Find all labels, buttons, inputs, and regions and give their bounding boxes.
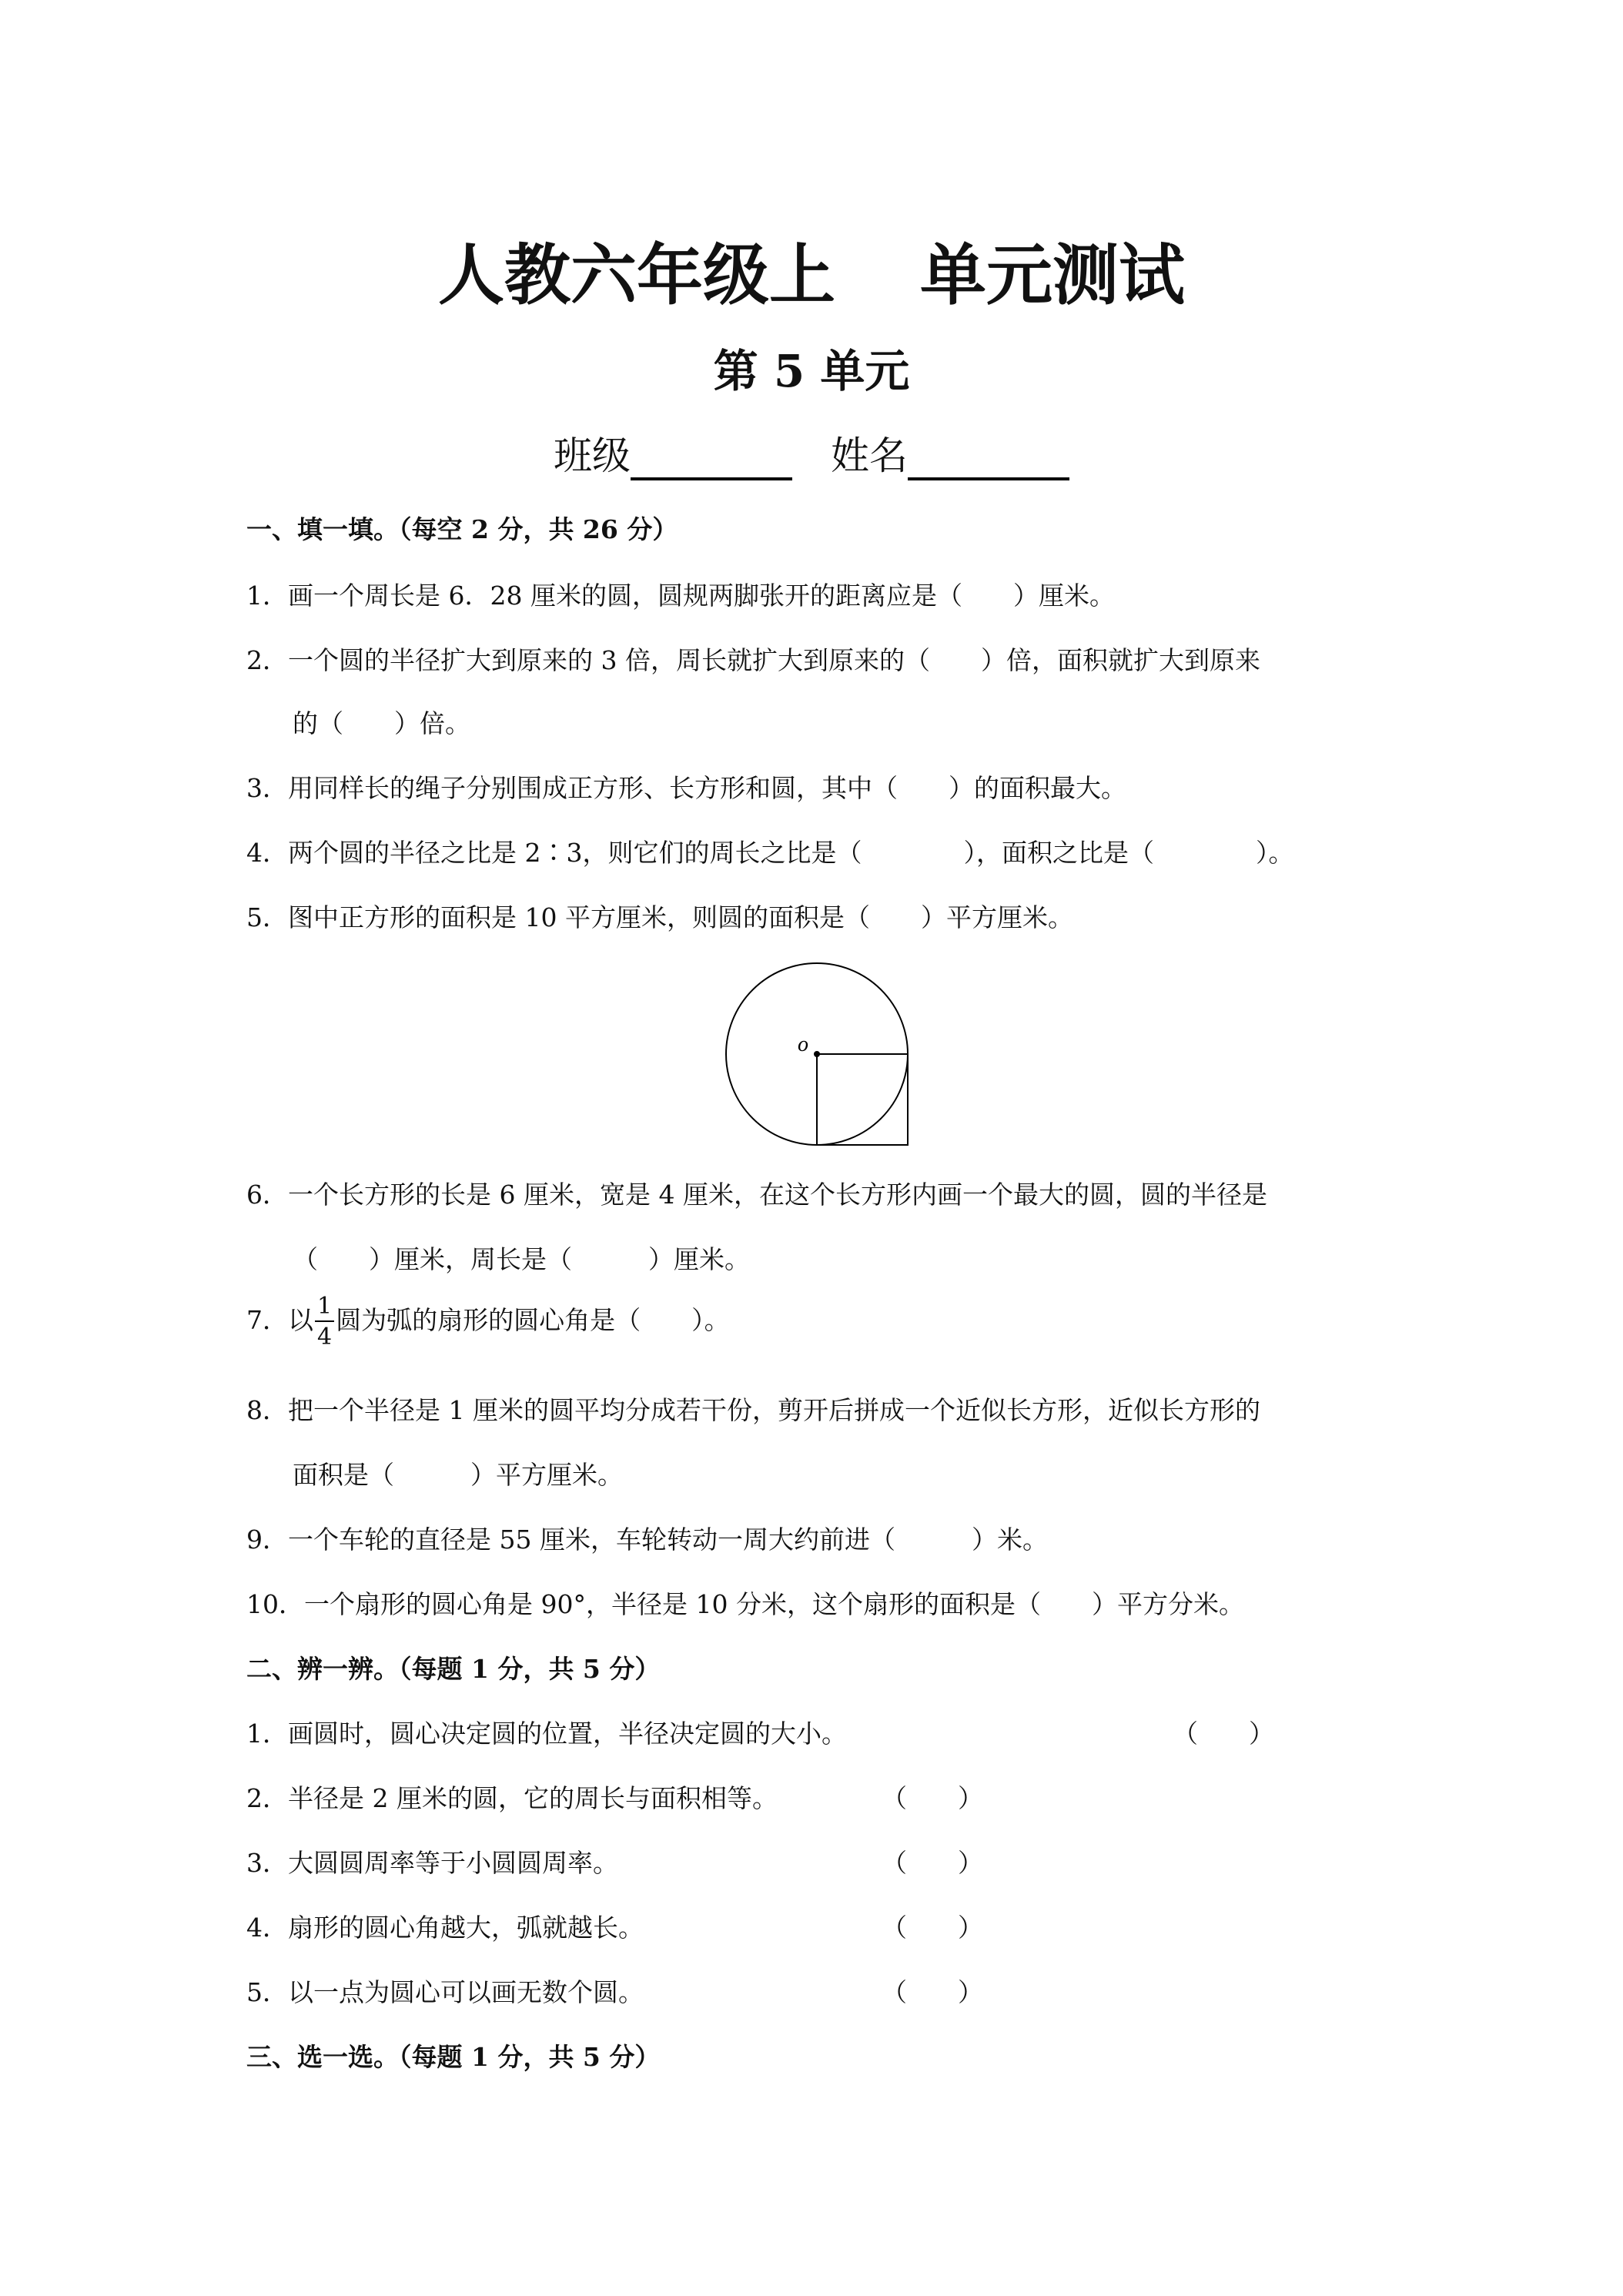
judge-item-1: 1．画圆时，圆心决定圆的位置，半径决定圆的大小。 bbox=[246, 1719, 847, 1749]
center-point bbox=[814, 1051, 820, 1057]
section2-heading: 二、辨一辨。（每题 1 分，共 5 分） bbox=[246, 1654, 661, 1684]
name-blank[interactable] bbox=[908, 434, 1069, 480]
question-2-line2: 的（ ）倍。 bbox=[293, 708, 470, 738]
question-10: 10．一个扇形的圆心角是 90°，半径是 10 分米，这个扇形的面积是（ ）平方分米。 bbox=[246, 1589, 1244, 1619]
question-6-line2: （ ）厘米，周长是（ ）厘米。 bbox=[293, 1244, 750, 1274]
circle-square-figure bbox=[716, 951, 916, 1159]
question-4: 4．两个圆的半径之比是 2∶3，则它们的周长之比是（ ），面积之比是（ ）。 bbox=[246, 838, 1294, 868]
question-8-line1: 8．把一个半径是 1 厘米的圆平均分成若干份，剪开后拼成一个近似长方形，近似长方形的 bbox=[246, 1395, 1260, 1425]
judge-answer-5[interactable]: （ ） bbox=[882, 1977, 983, 2007]
section1-heading: 一、填一填。（每空 2 分，共 26 分） bbox=[246, 514, 678, 544]
question-1: 1．画一个周长是 6．28 厘米的圆，圆规两脚张开的距离应是（ ）厘米。 bbox=[246, 581, 1115, 611]
question-7 bbox=[246, 1295, 730, 1349]
judge-answer-2[interactable]: （ ） bbox=[882, 1783, 983, 1813]
page-title bbox=[0, 222, 1623, 317]
judge-answer-1[interactable]: （ ） bbox=[1173, 1719, 1274, 1749]
question-9: 9．一个车轮的直径是 55 厘米，车轮转动一周大约前进（ ）米。 bbox=[246, 1525, 1048, 1555]
question-6-line1: 6．一个长方形的长是 6 厘米，宽是 4 厘米，在这个长方形内画一个最大的圆，圆的半径是 bbox=[246, 1180, 1267, 1210]
fraction-numerator: 1 bbox=[315, 1295, 334, 1322]
square-shape bbox=[817, 1054, 908, 1145]
unit-subtitle: 第 5 单元 bbox=[713, 345, 910, 397]
question-7-suffix: 圆为弧的扇形的圆心角是（ ）。 bbox=[336, 1305, 730, 1335]
judge-item-2: 2．半径是 2 厘米的圆，它的周长与面积相等。 bbox=[246, 1783, 778, 1813]
question-3: 3．用同样长的绳子分别围成正方形、长方形和圆，其中（ ）的面积最大。 bbox=[246, 773, 1126, 803]
question-8-line2: 面积是（ ）平方厘米。 bbox=[293, 1460, 623, 1490]
question-5: 5．图中正方形的面积是 10 平方厘米，则圆的面积是（ ）平方厘米。 bbox=[246, 902, 1073, 932]
center-label: o bbox=[798, 1033, 808, 1056]
title-left: 人教六年级上 bbox=[438, 237, 835, 314]
student-info bbox=[0, 425, 1623, 480]
name-label: 姓名 bbox=[831, 433, 908, 478]
class-blank[interactable] bbox=[631, 434, 792, 480]
judge-answer-3[interactable]: （ ） bbox=[882, 1848, 983, 1878]
title-right: 单元测试 bbox=[920, 237, 1185, 314]
judge-answer-4[interactable]: （ ） bbox=[882, 1913, 983, 1943]
question-2-line1: 2．一个圆的半径扩大到原来的 3 倍，周长就扩大到原来的（ ）倍，面积就扩大到原来 bbox=[246, 645, 1260, 675]
question-7-prefix: 7．以 bbox=[246, 1305, 313, 1335]
judge-item-3: 3．大圆圆周率等于小圆圆周率。 bbox=[246, 1848, 618, 1878]
fraction-denominator: 4 bbox=[317, 1324, 333, 1350]
fraction-one-quarter bbox=[315, 1295, 334, 1349]
class-label: 班级 bbox=[554, 433, 631, 478]
judge-item-5: 5．以一点为圆心可以画无数个圆。 bbox=[246, 1977, 644, 2007]
section3-heading: 三、选一选。（每题 1 分，共 5 分） bbox=[246, 2042, 661, 2072]
judge-item-4: 4．扇形的圆心角越大，弧就越长。 bbox=[246, 1913, 644, 1943]
